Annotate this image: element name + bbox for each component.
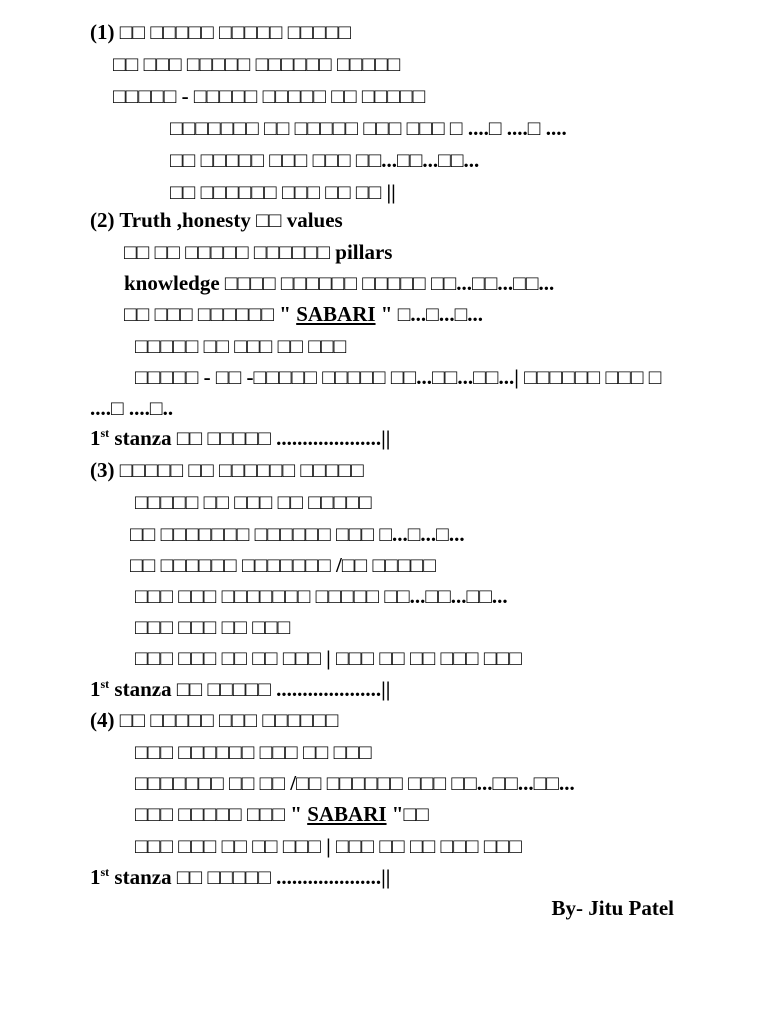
poem-line: □□□□□□□ □□ □□□□□ □□□ □□□ □ ....□ ....□ .... [170,116,567,140]
poem-line: □□□□□ - □□ -□□□□□ □□□□□ □□...□□...□□...| □□□□□□ □□□ □ [135,365,662,389]
poem-line: □□□□□ □□ □□□ □□ □□□□□ [135,490,372,514]
poem-line: □□□ □□□ □□ □□□ [135,615,291,639]
poem-line: (3) □□□□□ □□ □□□□□□ □□□□□ [90,458,364,482]
poem-line: □□ □□ □□□□□ □□□□□□ pillars [124,240,393,264]
poem-line: (4) □□ □□□□□ □□□ □□□□□□ [90,708,339,732]
poem-line: □□□ □□□ □□ □□ □□□ | □□□ □□ □□ □□□ □□□ [135,834,522,858]
poem-line: □□□□□□□ □□ □□ /□□ □□□□□□ □□□ □□...□□...□□... [135,771,575,795]
sabari-underlined: SABARI [307,802,387,826]
poem-line: □□ □□□□□□□ □□□□□□ □□□ □...□...□... [130,522,465,546]
poem-line: □□ □□□□□□ □□□□□□□ /□□ □□□□□ [130,553,436,577]
poem-line: □□ □□□ □□□□□ □□□□□□ □□□□□ [113,52,401,76]
poem-line: □□□ □□□ □□□□□□□ □□□□□ □□...□□...□□... [135,584,508,608]
sabari-underlined: SABARI [296,302,376,326]
poem-line [124,302,483,326]
line-text: " □...□...□... [375,302,484,326]
poem-line: ....□ ....□.. [90,396,174,420]
poem-line: □□ □□□□□□ □□□ □□ □□ || [170,180,396,204]
poem-line: knowledge □□□□ □□□□□□ □□□□□ □□...□□...□□... [124,271,555,295]
refrain-line: 1st stanza □□ □□□□□ ....................|| [90,865,391,889]
author-byline: By- Jitu Patel [551,896,674,920]
poem-line: □□□□□ - □□□□□ □□□□□ □□ □□□□□ [113,84,426,108]
poem-line: □□□ □□□□□□ □□□ □□ □□□ [135,740,372,764]
refrain-line: 1st stanza □□ □□□□□ ....................|| [90,426,391,450]
poem-line: (1) □□ □□□□□ □□□□□ □□□□□ [90,20,352,44]
poem-line: □□□□□ □□ □□□ □□ □□□ [135,334,347,358]
poem-line: □□ □□□□□ □□□ □□□ □□...□□...□□... [170,148,480,172]
line-text: □□ □□□ □□□□□□ " [124,302,297,326]
refrain-line: 1st stanza □□ □□□□□ ....................|| [90,677,391,701]
poem-line: □□□ □□□□□ □□□ " SABARI "□□ [135,802,429,826]
poem-line: (2) Truth ,honesty □□ values [90,208,343,232]
poem-line: □□□ □□□ □□ □□ □□□ | □□□ □□ □□ □□□ □□□ [135,646,522,670]
